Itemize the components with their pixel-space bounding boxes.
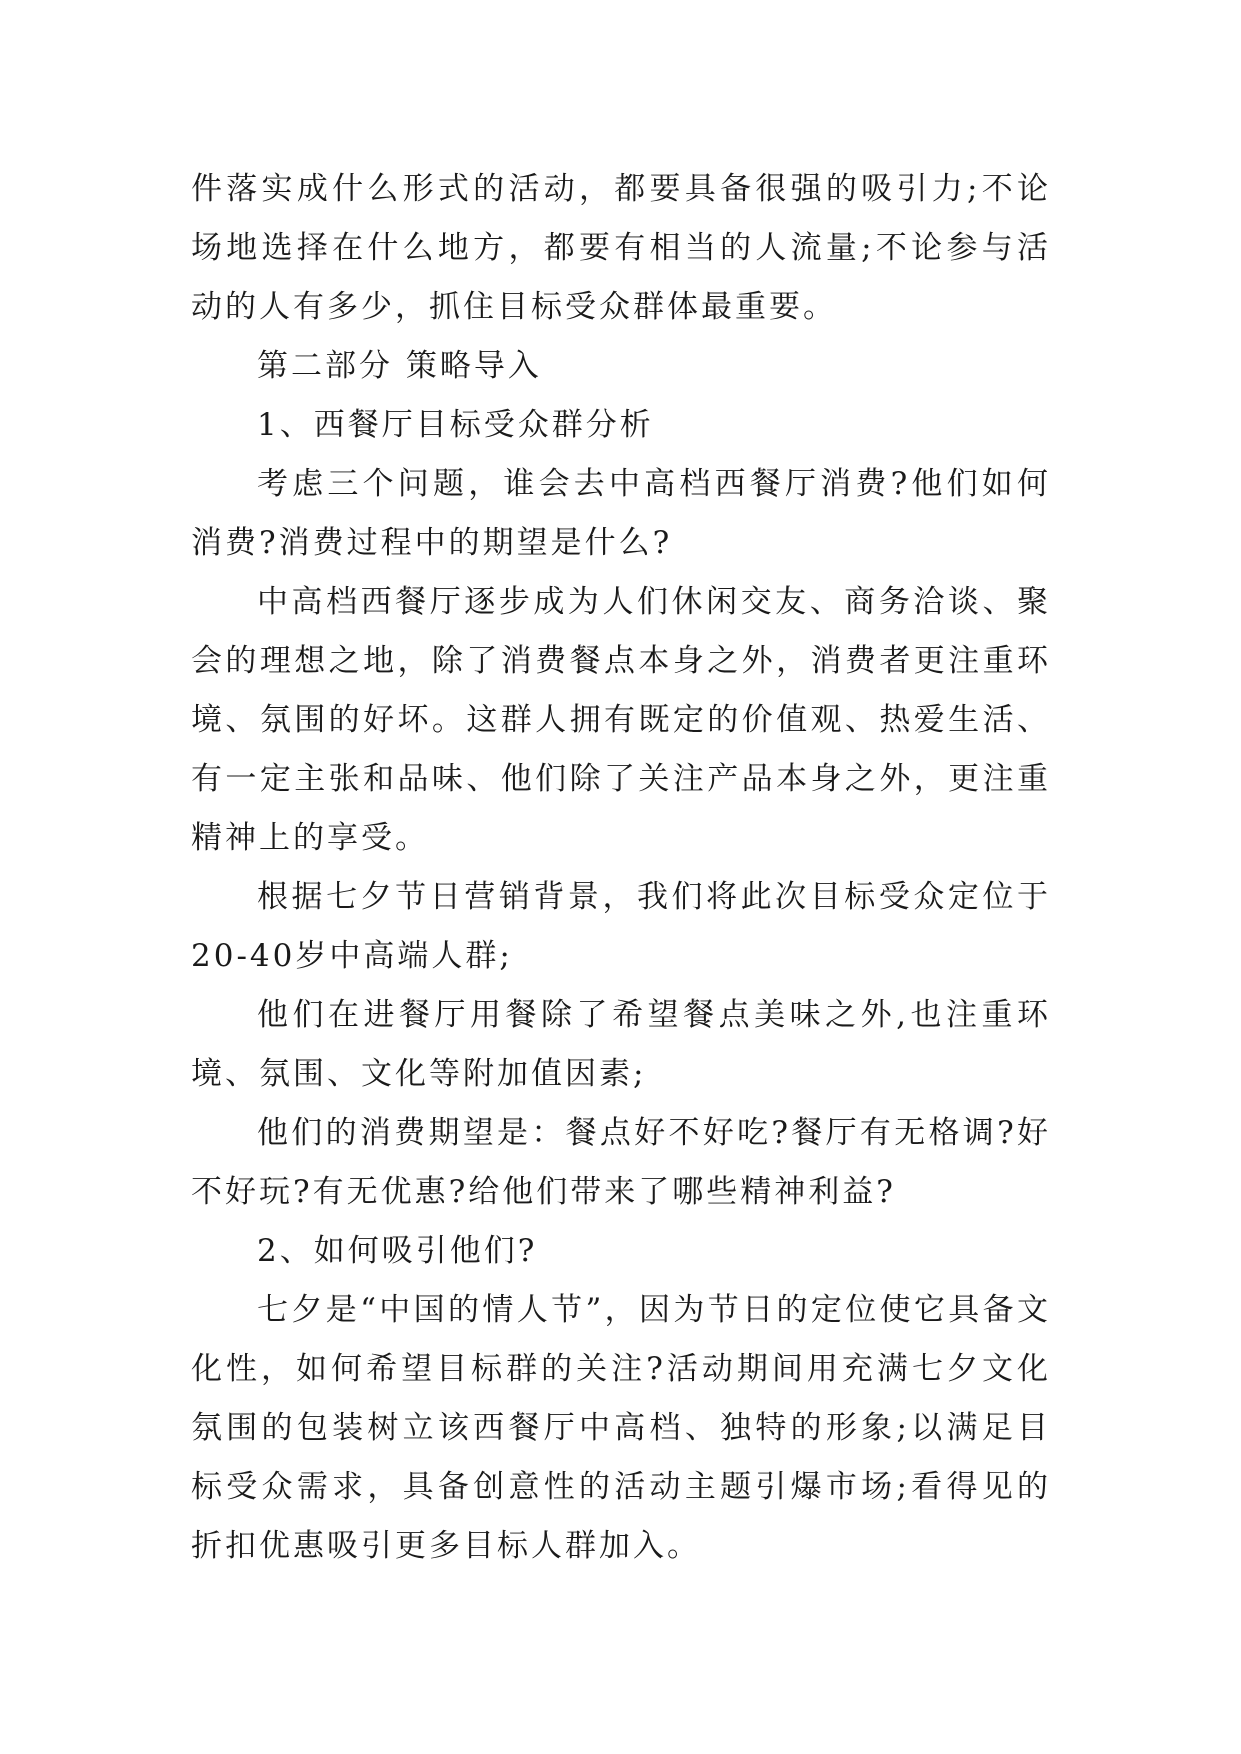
paragraph-audience-description: 中高档西餐厅逐步成为人们休闲交友、商务洽谈、聚会的理想之地，除了消费餐点本身之外，消费者更注重环境、氛围的好坏。这群人拥有既定的价值观、热爱生活、有一定主张和品味、他们除了关注产品本身之外，更注重精神上的享受。 (191, 584, 1051, 856)
paragraph-attraction-strategy: 七夕是“中国的情人节”，因为节日的定位使它具备文化性，如何希望目标群的关注?活动期间用充满七夕文化氛围的包装树立该西餐厅中高档、独特的形象;以满足目标受众需求，具备创意性的活动主题引爆市场;看得见的折扣优惠吸引更多目标人群加入。 (191, 1292, 1051, 1564)
paragraph-expectations: 他们的消费期望是：餐点好不好吃?餐厅有无格调?好不好玩?有无优惠?给他们带来了哪些精神利益? (191, 1115, 1051, 1210)
paragraph-questions: 考虑三个问题，谁会去中高档西餐厅消费?他们如何消费?消费过程中的期望是什么? (191, 466, 1051, 561)
paragraph-continuation: 件落实成什么形式的活动，都要具备很强的吸引力;不论场地选择在什么地方，都要有相当的人流量;不论参与活动的人有多少，抓住目标受众群体最重要。 (191, 171, 1051, 325)
section-heading: 第二部分 策略导入 (257, 348, 542, 384)
paragraph-added-value: 他们在进餐厅用餐除了希望餐点美味之外,也注重环境、氛围、文化等附加值因素; (191, 997, 1051, 1092)
paragraph-target-positioning: 根据七夕节日营销背景，我们将此次目标受众定位于20-40岁中高端人群; (191, 879, 1051, 974)
subsection-heading-1: 1、西餐厅目标受众群分析 (257, 407, 654, 443)
subsection-heading-2: 2、如何吸引他们? (257, 1233, 538, 1269)
document-page (191, 160, 1051, 1576)
